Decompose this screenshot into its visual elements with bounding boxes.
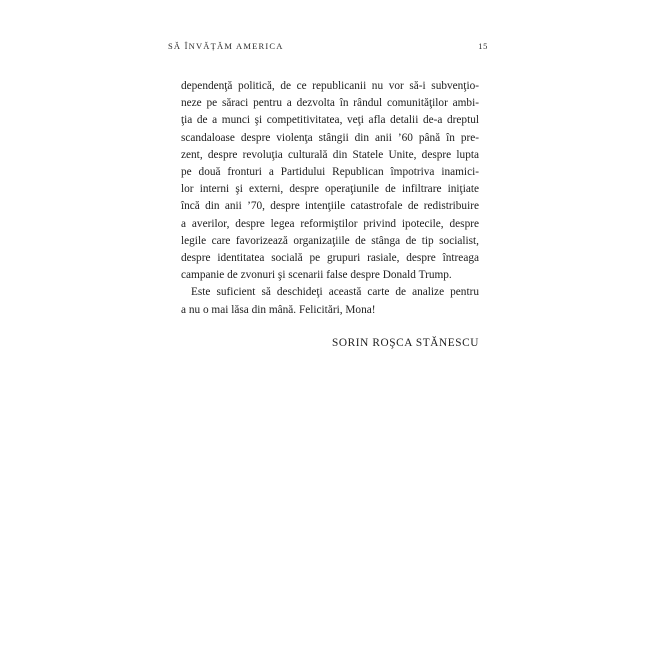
text-line: campanie de zvonuri şi scenarii false despre Donald Trump. [181, 269, 452, 282]
paragraph-1 [181, 78, 479, 284]
text-line: dependenţă politică, de ce republicanii nu vor să-i subvenţio- [181, 80, 479, 92]
text-line: ţia de a munci şi competitivitatea, veţi afla detalii de-a dreptul [181, 114, 479, 127]
text-line: despre identitatea socială pe grupuri rasiale, despre întreaga [181, 252, 479, 265]
page-number: 15 [478, 41, 488, 51]
text-line: neze pe săraci pentru a dezvolta în rândul comunităţilor ambi- [181, 97, 479, 110]
text-line: scandaloase despre violenţa stângii din anii ’60 până în pre- [181, 131, 479, 144]
text-line: încă din anii ’70, despre intenţiile catastrofale de redistribuire [181, 200, 479, 213]
running-title: SĂ ÎNVĂȚĂM AMERICA [168, 41, 284, 51]
text-line: lor interni şi externi, despre operaţiunile de infiltrare iniţiate [181, 183, 479, 196]
text-line: pe două fronturi a Partidului Republican împotriva inamici- [181, 166, 479, 179]
paragraph-2 [181, 284, 479, 318]
text-line: Este suficient să deschideţi această carte de analize pentru [191, 286, 479, 299]
author-signature: SORIN ROŞCA STĂNESCU [332, 337, 479, 349]
text-line: a averilor, despre legea reformiştilor privind ipotecile, despre [181, 217, 479, 230]
body-text [181, 78, 479, 319]
text-line: legile care favorizează organizaţiile de stânga de tip socialist, [181, 234, 479, 247]
text-line: a nu o mai lăsa din mână. Felicitări, Mona! [181, 303, 376, 316]
text-line: zent, despre revoluţia culturală din Statele Unite, despre lupta [181, 148, 479, 161]
running-header [168, 41, 488, 55]
